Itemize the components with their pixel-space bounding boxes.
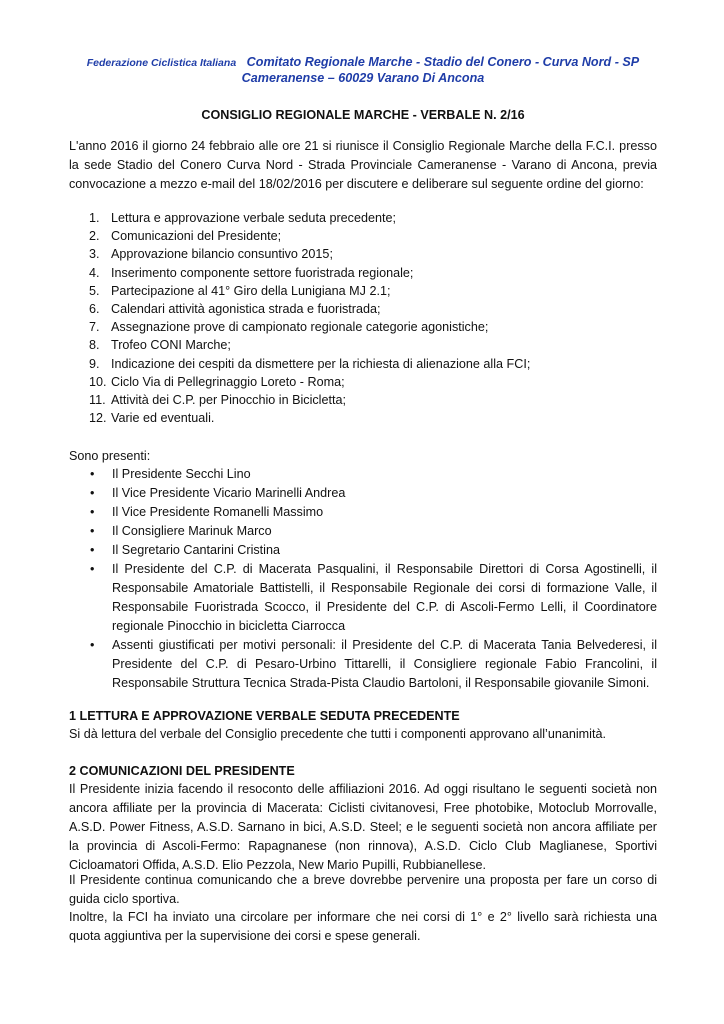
document-title: CONSIGLIO REGIONALE MARCHE - VERBALE N. 2/16	[201, 108, 525, 122]
attendee-item	[69, 503, 657, 522]
attendee-text: Il Segretario Cantarini Cristina	[112, 543, 280, 557]
section-2-paragraph-3: Inoltre, la FCI ha inviato una circolare per informare che nei corsi di 1° e 2° livello sarà richiesta una quota aggiuntiva per la supervisione dei corsi e spese generali.	[69, 910, 657, 943]
agenda-item	[69, 227, 657, 245]
section-2-paragraph-1: Il Presidente inizia facendo il resoconto delle affiliazioni 2016. Ad oggi risultano le seguenti società non ancora affiliate per la provincia di Macerata: Ciclisti civitanovesi, Free photobike, Motoclub Morrovalle, A.S.D. Power Fitness, A.S.D. Sarnano in bici, A.S.D. Steel; e le seguenti società non ancora affiliate per la provincia di Ascoli-Fermo: Rapagnanese (non rinnova), A.S.D. Ciclo Club Maglianese, Sportivi Cicloamatori Offida, A.S.D. Elio Pezzola, New Mario Pupilli, Rubbianellese.	[69, 782, 657, 872]
agenda-item-text: Trofeo CONI Marche;	[111, 338, 231, 353]
agenda-item	[69, 391, 657, 409]
agenda-item	[69, 318, 657, 336]
attendee-item	[69, 465, 657, 484]
agenda-item-text: Approvazione bilancio consuntivo 2015;	[111, 247, 333, 262]
agenda-item	[69, 355, 657, 373]
agenda-item-number: 4.	[89, 265, 100, 280]
agenda-item-text: Inserimento componente settore fuoristrada regionale;	[111, 265, 414, 280]
letterhead-line-1	[69, 55, 657, 71]
attendee-item	[69, 560, 657, 636]
attendee-item	[69, 636, 657, 693]
committee-address: Comitato Regionale Marche - Stadio del Conero - Curva Nord - SP	[246, 55, 640, 69]
agenda-item-number: 8.	[89, 338, 100, 353]
agenda-list	[69, 209, 657, 427]
agenda-item-text: Lettura e approvazione verbale seduta precedente;	[111, 211, 396, 225]
agenda-item	[69, 209, 657, 227]
attendees-list	[69, 465, 657, 693]
agenda-item	[69, 300, 657, 318]
bullet-icon: •	[90, 638, 95, 652]
agenda-item	[69, 336, 657, 354]
federation-name: Federazione Ciclistica Italiana	[86, 57, 237, 69]
agenda-item-text: Varie ed eventuali.	[111, 411, 215, 426]
agenda-item-number: 3.	[89, 247, 100, 262]
agenda-item-text: Calendari attività agonistica strada e fuoristrada;	[111, 301, 381, 316]
agenda-item-text: Partecipazione al 41° Giro della Lunigiana MJ 2.1;	[111, 283, 391, 298]
intro-paragraph: L'anno 2016 il giorno 24 febbraio alle ore 21 si riunisce il Consiglio Regionale Marche della F.C.I. presso la sede Stadio del Conero Curva Nord - Strada Provinciale Cameranense - Varano di Ancona, previa convocazione a mezzo e-mail del 18/02/2016 per discutere e deliberare sul seguente ordine del giorno:	[69, 139, 657, 191]
agenda-item-number: 1.	[89, 211, 100, 225]
section-2-heading: 2 COMUNICAZIONI DEL PRESIDENTE	[69, 764, 295, 778]
bullet-icon: •	[90, 524, 95, 538]
agenda-item	[69, 373, 657, 391]
letterhead-line-2: Cameranense – 60029 Varano Di Ancona	[241, 71, 485, 85]
attendee-text: Il Consigliere Marinuk Marco	[112, 524, 272, 538]
agenda-item-text: Assegnazione prove di campionato regionale categorie agonistiche;	[111, 320, 489, 335]
attendee-item	[69, 522, 657, 541]
bullet-icon: •	[90, 467, 95, 481]
bullet-icon: •	[90, 486, 95, 500]
attendee-text: Il Vice Presidente Romanelli Massimo	[112, 505, 324, 519]
agenda-item-text: Ciclo Via di Pellegrinaggio Loreto - Roma;	[111, 374, 345, 389]
attendee-text: Il Vice Presidente Vicario Marinelli Andrea	[112, 486, 346, 500]
bullet-icon: •	[90, 562, 95, 576]
attendee-item	[69, 541, 657, 560]
section-2-paragraph-2: Il Presidente continua comunicando che a breve dovrebbe pervenire una proposta per fare un corso di guida ciclo sportiva.	[69, 873, 657, 906]
agenda-item-number: 9.	[89, 356, 100, 371]
agenda-item-number: 7.	[89, 320, 100, 335]
agenda-item-number: 6.	[89, 301, 100, 316]
agenda-item	[69, 245, 657, 263]
agenda-item-number: 12.	[89, 411, 107, 426]
agenda-item-number: 2.	[89, 229, 100, 244]
agenda-item-text: Attività dei C.P. per Pinocchio in Bicicletta;	[111, 392, 346, 407]
letterhead	[69, 55, 657, 86]
agenda-item-number: 11.	[89, 392, 106, 407]
bullet-icon: •	[90, 505, 95, 519]
agenda-item	[69, 409, 657, 427]
attendee-item	[69, 484, 657, 503]
present-label: Sono presenti:	[69, 449, 151, 463]
agenda-item-text: Comunicazioni del Presidente;	[111, 229, 282, 244]
section-1-heading: 1 LETTURA E APPROVAZIONE VERBALE SEDUTA PRECEDENTE	[69, 709, 460, 723]
attendee-text: Il Presidente Secchi Lino	[112, 467, 251, 481]
agenda-item-number: 5.	[89, 283, 100, 298]
attendee-text: Il Presidente del C.P. di Macerata Pasqualini, il Responsabile Direttori di Corsa Agostinelli, il Responsabile Amatoriale Battistelli, il Responsabile Regionale dei corsi di formazione Valle, il Responsabile Fuoristrada Scocco, il Presidente del C.P. di Ascoli-Fermo Lelli, il Coordinatore regionale Pinocchio in bicicletta Ciarrocca	[112, 562, 657, 633]
agenda-item-number: 10.	[89, 374, 107, 389]
agenda-item-text: Indicazione dei cespiti da dismettere per la richiesta di alienazione alla FCI;	[111, 356, 531, 371]
agenda-item	[69, 282, 657, 300]
attendee-text: Assenti giustificati per motivi personali: il Presidente del C.P. di Macerata Tania Belvederesi, il Presidente del C.P. di Pesaro-Urbino Tittarelli, il Consigliere regionale Fabio Francolini, il Responsabile Struttura Tecnica Strada-Pista Claudio Bartoloni, il Responsabile giovanile Simoni.	[112, 638, 657, 690]
section-1-text: Si dà lettura del verbale del Consiglio precedente che tutti i componenti approvano all’unanimità.	[69, 727, 606, 741]
bullet-icon: •	[90, 543, 95, 557]
agenda-item	[69, 264, 657, 282]
